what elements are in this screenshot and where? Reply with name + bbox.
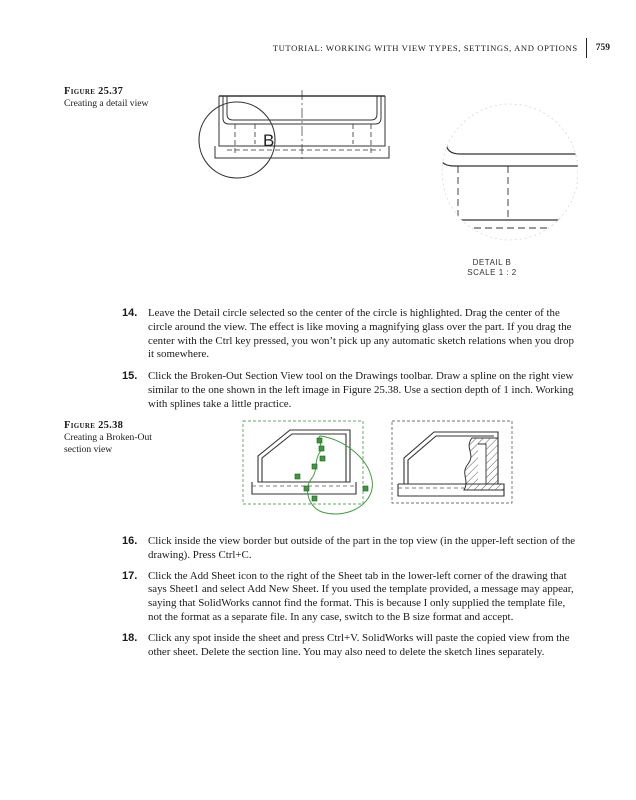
step-text: Click the Add Sheet icon to the right of the Sheet tab in the lower-left corner of the drawing that says Sheet1 and select Add New Sheet. If you used the template provided, a message may appear, saying that SolidWorks cannot find the format. This is because I only supplied the template file, not the format as a separate file. In any case, switch to the B size format and accept. xyxy=(148,569,574,623)
figure-label: Figure 25.37 xyxy=(64,86,124,97)
step-number: 17. xyxy=(122,569,138,582)
detail-view-enlarged xyxy=(408,102,578,252)
step-text: Click inside the view border but outside of the part in the top view (in the upper-left section of the drawing). Press Ctrl+C. xyxy=(148,535,576,561)
list-item xyxy=(122,632,580,660)
step-number: 18. xyxy=(122,631,138,644)
figure-caption-1 xyxy=(64,86,174,110)
step-text: Leave the Detail circle selected so the center of the circle is highlighted. Drag the center of the circle around the view. The effect is like moving a magnifying glass over the part. If you drag the center with the Ctrl key pressed, you won’t pick up any automatic sketch relations when you drop it somewhere. xyxy=(148,307,574,361)
list-item xyxy=(122,570,580,625)
steps-group-1 xyxy=(122,307,580,412)
figure-caption-2 xyxy=(64,420,174,456)
figure-caption-text: Creating a detail view xyxy=(64,98,149,109)
header-title: TUTORIAL: WORKING WITH VIEW TYPES, SETTINGS, AND OPTIONS xyxy=(273,38,587,58)
step-text: Click the Broken-Out Section View tool on the Drawings toolbar. Draw a spline on the right view similar to the one shown in the left image in Figure 25.38. Use a section depth of 1 inch. Working with splines take a little practice. xyxy=(148,370,574,410)
list-item xyxy=(122,370,580,411)
list-item xyxy=(122,535,580,563)
broken-out-result-view xyxy=(390,418,516,506)
running-header xyxy=(273,38,610,58)
step-number: 16. xyxy=(122,535,138,547)
figure-label: Figure 25.38 xyxy=(64,420,124,431)
figure-caption-text: Creating a Broken-Out section view xyxy=(64,432,152,455)
page-number: 759 xyxy=(595,43,610,53)
detail-label-block xyxy=(462,258,522,278)
step-text: Click any spot inside the sheet and press Ctrl+V. SolidWorks will paste the copied view from the other sheet. Delete the section line. You may also need to delete the sketch lines separately. xyxy=(148,631,570,658)
detail-label: DETAIL B xyxy=(472,258,512,267)
step-number: 14. xyxy=(122,307,138,319)
detail-source-view xyxy=(185,88,405,200)
detail-scale: SCALE 1 : 2 xyxy=(467,268,517,277)
broken-out-spline-view xyxy=(240,416,386,522)
step-number: 15. xyxy=(122,370,138,383)
steps-group-2 xyxy=(122,535,580,659)
detail-letter: B xyxy=(263,131,275,150)
list-item xyxy=(122,307,580,362)
